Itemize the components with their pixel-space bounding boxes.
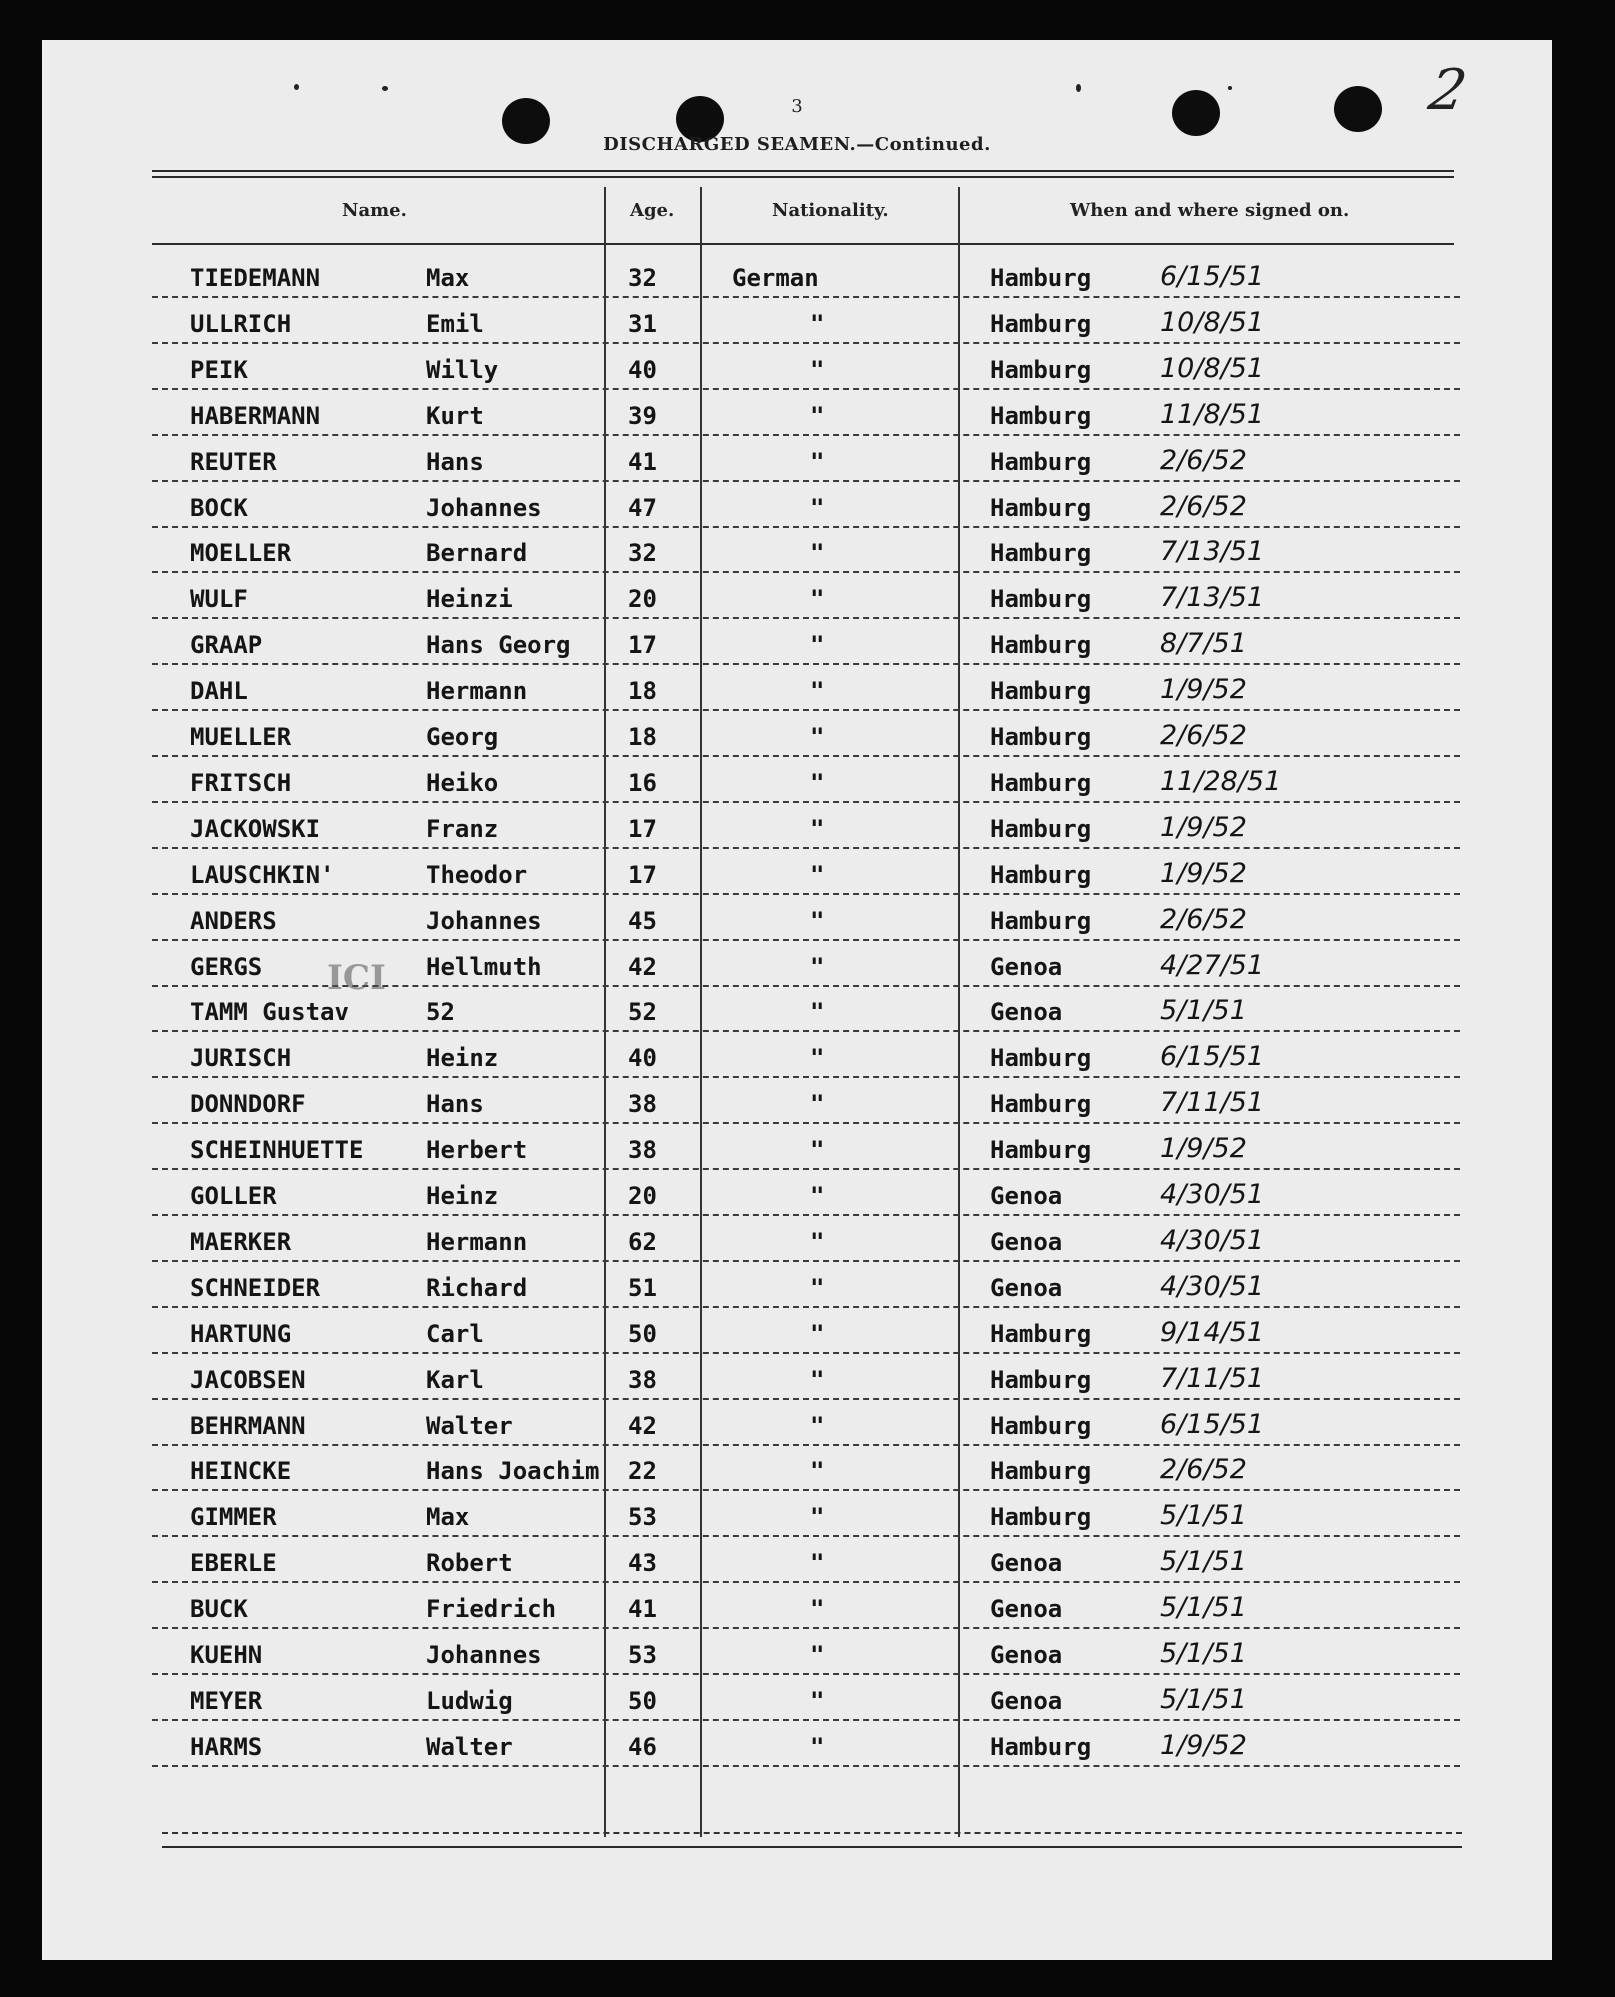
given-name-cell: Hermann <box>426 677 528 706</box>
age-cell: 52 <box>628 998 657 1027</box>
ink-speck <box>294 84 299 90</box>
signed-on-date-cell: 4/30/51 <box>1160 1179 1265 1210</box>
signed-on-date-cell: 7/11/51 <box>1160 1087 1265 1119</box>
surname-cell: FRITSCH <box>190 768 292 797</box>
nationality-cell: " <box>810 1549 825 1578</box>
given-name-cell: Johannes <box>426 493 542 522</box>
surname-cell: JACKOWSKI <box>190 814 321 843</box>
given-name-cell: Max <box>426 1503 470 1532</box>
nationality-cell: " <box>810 355 825 384</box>
surname-cell: REUTER <box>190 447 277 476</box>
signed-on-date-cell: 11/28/51 <box>1160 765 1282 797</box>
signed-on-date-cell: 1/9/52 <box>1160 674 1247 706</box>
signed-on-date-cell: 2/6/52 <box>1160 1454 1247 1486</box>
given-name-cell: Ludwig <box>426 1686 513 1715</box>
signed-on-place-cell: Hamburg <box>990 1090 1092 1119</box>
signed-on-place-cell: Hamburg <box>990 1044 1092 1073</box>
age-cell: 38 <box>628 1365 657 1394</box>
age-cell: 50 <box>628 1319 657 1348</box>
signed-on-date-cell: 1/9/52 <box>1160 1133 1247 1165</box>
signed-on-place-cell: Hamburg <box>990 1411 1092 1440</box>
nationality-cell: " <box>810 1641 825 1669</box>
surname-cell: KUEHN <box>190 1641 263 1669</box>
signed-on-date-cell: 5/1/51 <box>1160 995 1247 1027</box>
age-cell: 42 <box>628 952 657 981</box>
given-name-cell: Max <box>426 264 470 292</box>
signed-on-date-cell: 4/30/51 <box>1160 1224 1265 1256</box>
signed-on-date-cell: 5/1/51 <box>1160 1546 1247 1578</box>
signed-on-date-cell: 1/9/52 <box>1160 1729 1247 1761</box>
signed-on-date-cell: 2/6/52 <box>1160 720 1247 751</box>
table-row <box>42 1354 1552 1400</box>
nationality-cell: " <box>810 1319 825 1348</box>
age-cell: 22 <box>628 1457 657 1486</box>
signed-on-place-cell: Hamburg <box>990 1503 1092 1532</box>
signed-on-place-cell: Hamburg <box>990 1457 1092 1486</box>
signed-on-date-cell: 2/6/52 <box>1160 490 1247 522</box>
signed-on-place-cell: Hamburg <box>990 264 1092 292</box>
table-row <box>42 252 1552 298</box>
signed-on-place-cell: Genoa <box>990 1273 1063 1302</box>
given-name-cell: Friedrich <box>426 1595 557 1624</box>
given-name-cell: Hellmuth <box>426 952 542 981</box>
table-row <box>42 436 1552 482</box>
row-rule <box>152 1765 1460 1767</box>
surname-cell: HABERMANN <box>190 401 321 430</box>
nationality-cell: " <box>810 768 825 797</box>
signed-on-place-cell: Hamburg <box>990 355 1092 384</box>
signed-on-date-cell: 7/11/51 <box>1160 1362 1265 1394</box>
signed-on-date-cell: 6/15/51 <box>1160 1408 1265 1440</box>
surname-cell: MUELLER <box>190 723 292 751</box>
table-row <box>42 1078 1552 1124</box>
signed-on-place-cell: Hamburg <box>990 768 1092 797</box>
table-row <box>42 849 1552 895</box>
nationality-cell: " <box>810 814 825 843</box>
given-name-cell: Heinzi <box>426 585 513 614</box>
signed-on-date-cell: 10/8/51 <box>1160 306 1265 338</box>
given-name-cell: Walter <box>426 1732 513 1761</box>
age-cell: 20 <box>628 1182 657 1210</box>
table-row <box>42 1170 1552 1216</box>
signed-on-place-cell: Genoa <box>990 1182 1063 1210</box>
given-name-cell: Walter <box>426 1411 513 1440</box>
table-row <box>42 803 1552 849</box>
signed-on-date-cell: 4/27/51 <box>1160 949 1265 981</box>
table-bottom-rule <box>162 1830 1462 1834</box>
signed-on-date-cell: 5/1/51 <box>1160 1500 1247 1532</box>
table-row <box>42 1721 1552 1767</box>
page-number: 3 <box>791 96 803 117</box>
age-cell: 18 <box>628 723 657 751</box>
surname-cell: LAUSCHKIN' <box>190 860 335 889</box>
given-name-cell: Johannes <box>426 906 542 935</box>
nationality-cell: " <box>810 1686 825 1715</box>
table-row <box>42 1445 1552 1491</box>
table-row <box>42 390 1552 436</box>
table-row <box>42 1400 1552 1446</box>
signed-on-date-cell: 4/30/51 <box>1160 1270 1265 1302</box>
signed-on-place-cell: Hamburg <box>990 401 1092 430</box>
surname-cell: ANDERS <box>190 906 277 935</box>
header-age: Age. <box>630 200 675 221</box>
given-name-cell: Willy <box>426 355 499 384</box>
table-row <box>42 1308 1552 1354</box>
nationality-cell: German <box>732 264 819 292</box>
age-cell: 50 <box>628 1686 657 1715</box>
age-cell: 39 <box>628 401 657 430</box>
signed-on-date-cell: 1/9/52 <box>1160 857 1247 889</box>
signed-on-date-cell: 5/1/51 <box>1160 1683 1247 1715</box>
age-cell: 62 <box>628 1227 657 1256</box>
table-row <box>42 1216 1552 1262</box>
ink-speck <box>1228 86 1232 90</box>
age-cell: 20 <box>628 585 657 614</box>
age-cell: 17 <box>628 860 657 889</box>
surname-cell: JACOBSEN <box>190 1365 306 1394</box>
nationality-cell: " <box>810 631 825 660</box>
signed-on-place-cell: Genoa <box>990 998 1063 1027</box>
signed-on-place-cell: Genoa <box>990 1686 1063 1715</box>
table-row <box>42 895 1552 941</box>
age-cell: 17 <box>628 631 657 660</box>
nationality-cell: " <box>810 585 825 614</box>
surname-cell: BOCK <box>190 493 248 522</box>
signed-on-place-cell: Hamburg <box>990 1319 1092 1348</box>
age-cell: 47 <box>628 493 657 522</box>
table-row <box>42 344 1552 390</box>
age-cell: 32 <box>628 264 657 292</box>
signed-on-date-cell: 7/13/51 <box>1160 582 1265 614</box>
nationality-cell: " <box>810 1090 825 1119</box>
nationality-cell: " <box>810 1595 825 1624</box>
page-heading: DISCHARGED SEAMEN.—Continued. <box>603 134 991 155</box>
table-row <box>42 986 1552 1032</box>
nationality-cell: " <box>810 309 825 338</box>
signed-on-place-cell: Hamburg <box>990 309 1092 338</box>
age-cell: 17 <box>628 814 657 843</box>
given-name-cell: Franz <box>426 814 499 843</box>
header-top-rule-2 <box>152 176 1454 178</box>
given-name-cell: Hans <box>426 1090 484 1119</box>
age-cell: 42 <box>628 1411 657 1440</box>
given-name-cell: Hans <box>426 447 484 476</box>
table-row <box>42 711 1552 757</box>
given-name-cell: Hans Georg <box>426 631 571 660</box>
table-row <box>42 1124 1552 1170</box>
header-nationality: Nationality. <box>772 200 889 221</box>
table-row <box>42 665 1552 711</box>
surname-cell: GIMMER <box>190 1503 277 1532</box>
table-row <box>42 941 1552 987</box>
signed-on-place-cell: Hamburg <box>990 447 1092 476</box>
surname-cell: DAHL <box>190 677 248 706</box>
given-name-cell: Heinz <box>426 1044 499 1073</box>
nationality-cell: " <box>810 952 825 981</box>
surname-cell: MOELLER <box>190 539 292 568</box>
surname-cell: EBERLE <box>190 1549 277 1578</box>
signed-on-place-cell: Hamburg <box>990 1732 1092 1761</box>
nationality-cell: " <box>810 1411 825 1440</box>
signed-on-date-cell: 6/15/51 <box>1160 261 1265 292</box>
signed-on-place-cell: Hamburg <box>990 860 1092 889</box>
given-name-cell: Heiko <box>426 768 499 797</box>
table-row <box>42 1675 1552 1721</box>
surname-cell: HARTUNG <box>190 1319 292 1348</box>
ink-speck <box>1076 84 1081 92</box>
given-name-cell: Johannes <box>426 1641 542 1669</box>
signed-on-place-cell: Genoa <box>990 1549 1063 1578</box>
surname-cell: SCHNEIDER <box>190 1273 321 1302</box>
signed-on-place-cell: Hamburg <box>990 585 1092 614</box>
table-row <box>42 1262 1552 1308</box>
signed-on-place-cell: Hamburg <box>990 723 1092 751</box>
age-cell: 40 <box>628 355 657 384</box>
signed-on-place-cell: Genoa <box>990 1227 1063 1256</box>
table-row <box>42 1032 1552 1078</box>
given-name-cell: Hermann <box>426 1227 528 1256</box>
given-name-cell: Richard <box>426 1273 528 1302</box>
surname-cell: GRAAP <box>190 631 263 660</box>
signed-on-place-cell: Hamburg <box>990 631 1092 660</box>
given-name-cell: Herbert <box>426 1136 528 1165</box>
signed-on-date-cell: 5/1/51 <box>1160 1638 1247 1669</box>
signed-on-place-cell: Genoa <box>990 1641 1063 1669</box>
header-bottom-rule <box>152 243 1454 245</box>
signed-on-date-cell: 6/15/51 <box>1160 1041 1265 1073</box>
nationality-cell: " <box>810 1457 825 1486</box>
given-name-cell: Emil <box>426 309 484 338</box>
header-top-rule <box>152 170 1454 172</box>
signed-on-date-cell: 5/1/51 <box>1160 1592 1247 1624</box>
given-name-cell: Carl <box>426 1319 484 1348</box>
given-name-cell: Theodor <box>426 860 528 889</box>
nationality-cell: " <box>810 1732 825 1761</box>
surname-cell: TIEDEMANN <box>190 264 321 292</box>
nationality-cell: " <box>810 1136 825 1165</box>
surname-cell: HEINCKE <box>190 1457 292 1486</box>
surname-cell: BEHRMANN <box>190 1411 306 1440</box>
surname-cell: DONNDORF <box>190 1090 306 1119</box>
table-row <box>42 527 1552 573</box>
nationality-cell: " <box>810 860 825 889</box>
sheet-number: 2 <box>1424 58 1472 123</box>
signed-on-date-cell: 2/6/52 <box>1160 444 1247 476</box>
nationality-cell: " <box>810 539 825 568</box>
age-cell: 40 <box>628 1044 657 1073</box>
document-page <box>42 40 1552 1960</box>
given-name-cell: Bernard <box>426 539 528 568</box>
age-cell: 41 <box>628 447 657 476</box>
nationality-cell: " <box>810 401 825 430</box>
signed-on-place-cell: Hamburg <box>990 1136 1092 1165</box>
surname-cell: SCHEINHUETTE <box>190 1136 364 1165</box>
table-row <box>42 619 1552 665</box>
age-cell: 16 <box>628 768 657 797</box>
nationality-cell: " <box>810 1365 825 1394</box>
given-name-cell: 52 <box>426 998 455 1027</box>
age-cell: 18 <box>628 677 657 706</box>
table-row <box>42 1629 1552 1675</box>
signed-on-place-cell: Hamburg <box>990 493 1092 522</box>
surname-cell: MEYER <box>190 1686 263 1715</box>
age-cell: 53 <box>628 1641 657 1669</box>
signed-on-date-cell: 7/13/51 <box>1160 536 1265 568</box>
nationality-cell: " <box>810 1182 825 1210</box>
nationality-cell: " <box>810 677 825 706</box>
given-name-cell: Robert <box>426 1549 513 1578</box>
surname-cell: PEIK <box>190 355 248 384</box>
signed-on-place-cell: Hamburg <box>990 677 1092 706</box>
age-cell: 32 <box>628 539 657 568</box>
signed-on-place-cell: Hamburg <box>990 1365 1092 1394</box>
signed-on-place-cell: Genoa <box>990 952 1063 981</box>
signed-on-date-cell: 8/7/51 <box>1160 628 1247 660</box>
surname-cell: HARMS <box>190 1732 263 1761</box>
signed-on-place-cell: Hamburg <box>990 906 1092 935</box>
nationality-cell: " <box>810 493 825 522</box>
table-row <box>42 298 1552 344</box>
signed-on-place-cell: Genoa <box>990 1595 1063 1624</box>
table-row <box>42 1583 1552 1629</box>
table-row <box>42 1537 1552 1583</box>
nationality-cell: " <box>810 1273 825 1302</box>
nationality-cell: " <box>810 998 825 1027</box>
age-cell: 46 <box>628 1732 657 1761</box>
given-name-cell: Kurt <box>426 401 484 430</box>
surname-cell: WULF <box>190 585 248 614</box>
table-row <box>42 757 1552 803</box>
age-cell: 45 <box>628 906 657 935</box>
surname-cell: JURISCH <box>190 1044 292 1073</box>
age-cell: 38 <box>628 1090 657 1119</box>
nationality-cell: " <box>810 1227 825 1256</box>
signed-on-place-cell: Hamburg <box>990 539 1092 568</box>
table-bottom-rule-2 <box>162 1846 1462 1848</box>
table-row <box>42 573 1552 619</box>
nationality-cell: " <box>810 1503 825 1532</box>
nationality-cell: " <box>810 906 825 935</box>
signed-on-date-cell: 1/9/52 <box>1160 811 1247 843</box>
nationality-cell: " <box>810 1044 825 1073</box>
age-cell: 38 <box>628 1136 657 1165</box>
table-row <box>42 482 1552 528</box>
signed-on-date-cell: 9/14/51 <box>1160 1316 1265 1348</box>
age-cell: 41 <box>628 1595 657 1624</box>
surname-cell: ULLRICH <box>190 309 292 338</box>
surname-cell: GERGS <box>190 952 263 981</box>
header-name: Name. <box>342 200 407 221</box>
signed-on-date-cell: 10/8/51 <box>1160 352 1265 384</box>
given-name-cell: Karl <box>426 1365 484 1394</box>
stamp-mark: ICI <box>327 958 386 998</box>
nationality-cell: " <box>810 447 825 476</box>
signed-on-date-cell: 2/6/52 <box>1160 903 1247 935</box>
given-name-cell: Georg <box>426 723 499 751</box>
ink-speck <box>382 86 388 91</box>
header-signed-on: When and where signed on. <box>1070 200 1350 221</box>
given-name-cell: Hans Joachim <box>426 1457 600 1486</box>
signed-on-place-cell: Hamburg <box>990 814 1092 843</box>
surname-cell: MAERKER <box>190 1227 292 1256</box>
age-cell: 51 <box>628 1273 657 1302</box>
given-name-cell: Heinz <box>426 1182 499 1210</box>
age-cell: 31 <box>628 309 657 338</box>
surname-cell: TAMM Gustav <box>190 998 349 1027</box>
signed-on-date-cell: 11/8/51 <box>1160 398 1265 430</box>
age-cell: 43 <box>628 1549 657 1578</box>
age-cell: 53 <box>628 1503 657 1532</box>
surname-cell: BUCK <box>190 1595 248 1624</box>
nationality-cell: " <box>810 723 825 751</box>
surname-cell: GOLLER <box>190 1182 277 1210</box>
table-row <box>42 1491 1552 1537</box>
